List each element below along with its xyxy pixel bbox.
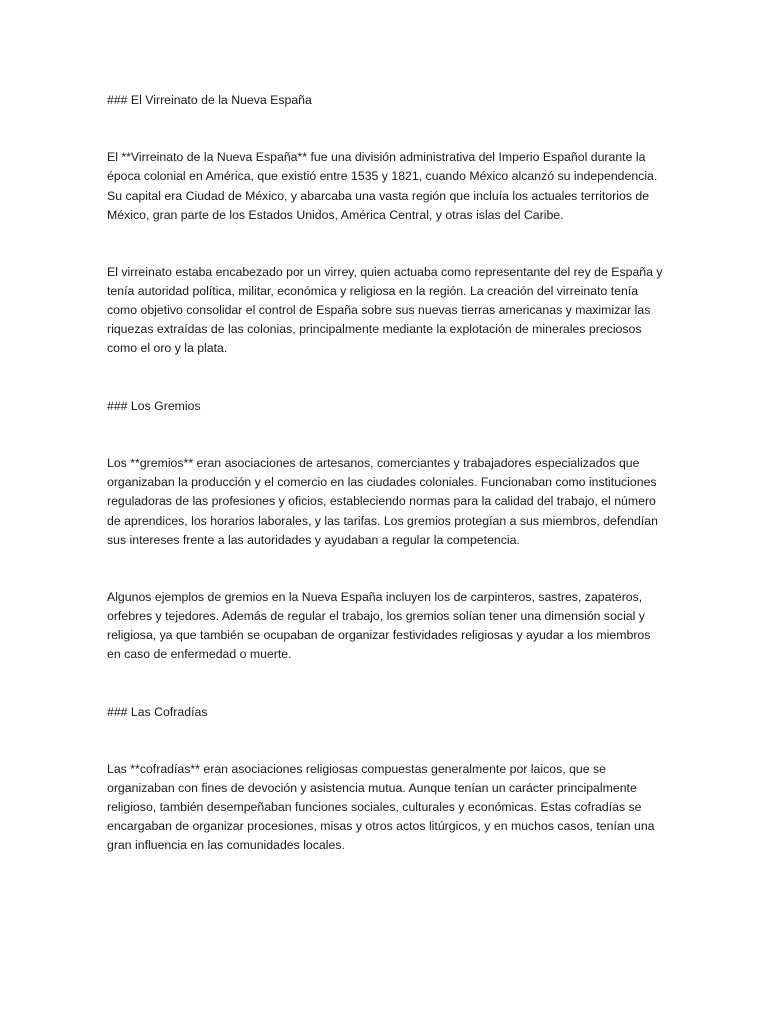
paragraph-virreinato-intro: El **Virreinato de la Nueva España** fue una división administrativa del Imperio Español durante la época colonial en América, que existió entre 1535 y 1821, cuando México alcanzó su independencia. Su capital era Ciudad de México, y abarcaba una vasta región que incluía los actuales territorios de México, gran parte de los Estados Unidos, América Central, y otras islas del Caribe. — [107, 150, 661, 222]
paragraph-gremios-intro: Los **gremios** eran asociaciones de artesanos, comerciantes y trabajadores especializados que organizaban la producción y el comercio en las ciudades coloniales. Funcionaban como instituciones reguladoras de las profesiones y oficios, estableciendo normas para la calidad del trabajo, el número de aprendices, los horarios laborales, y las tarifas. Los gremios protegían a sus miembros, defendían sus intereses frente a las autoridades y ayudaban a regular la competencia. — [107, 456, 662, 547]
paragraph-cofradias-intro: Las **cofradías** eran asociaciones religiosas compuestas generalmente por laicos, que se organizaban con fines de devoción y asistencia mutua. Aunque tenían un carácter principalmente religioso, también desempeñaban funciones sociales, culturales y económicas. Estas cofradías se encargaban de organizar procesiones, misas y otros actos litúrgicos, y en muchos casos, tenían una gran influencia en las comunidades locales. — [107, 762, 658, 853]
heading-virreinato: ### El Virreinato de la Nueva España — [107, 93, 312, 107]
document-page — [107, 91, 667, 894]
paragraph-virreinato-virrey: El virreinato estaba encabezado por un virrey, quien actuaba como representante del rey de España y tenía autoridad política, militar, económica y religiosa en la región. La creación del virreinato tenía como objetivo consolidar el control de España sobre sus nuevas tierras americanas y maximizar las riquezas extraídas de las colonias, principalmente mediante la explotación de minerales preciosos como el oro y la plata. — [107, 265, 666, 356]
heading-cofradias: ### Las Cofradías — [107, 704, 208, 719]
paragraph-gremios-ejemplos: Algunos ejemplos de gremios en la Nueva España incluyen los de carpinteros, sastres, zapateros, orfebres y tejedores. Además de regular el trabajo, los gremios solían tener una dimensión social y religiosa, ya que también se ocupaban de organizar festividades religiosas y ayudar a los miembros en caso de enfermedad o muerte. — [107, 589, 654, 662]
heading-gremios: ### Los Gremios — [107, 398, 201, 413]
